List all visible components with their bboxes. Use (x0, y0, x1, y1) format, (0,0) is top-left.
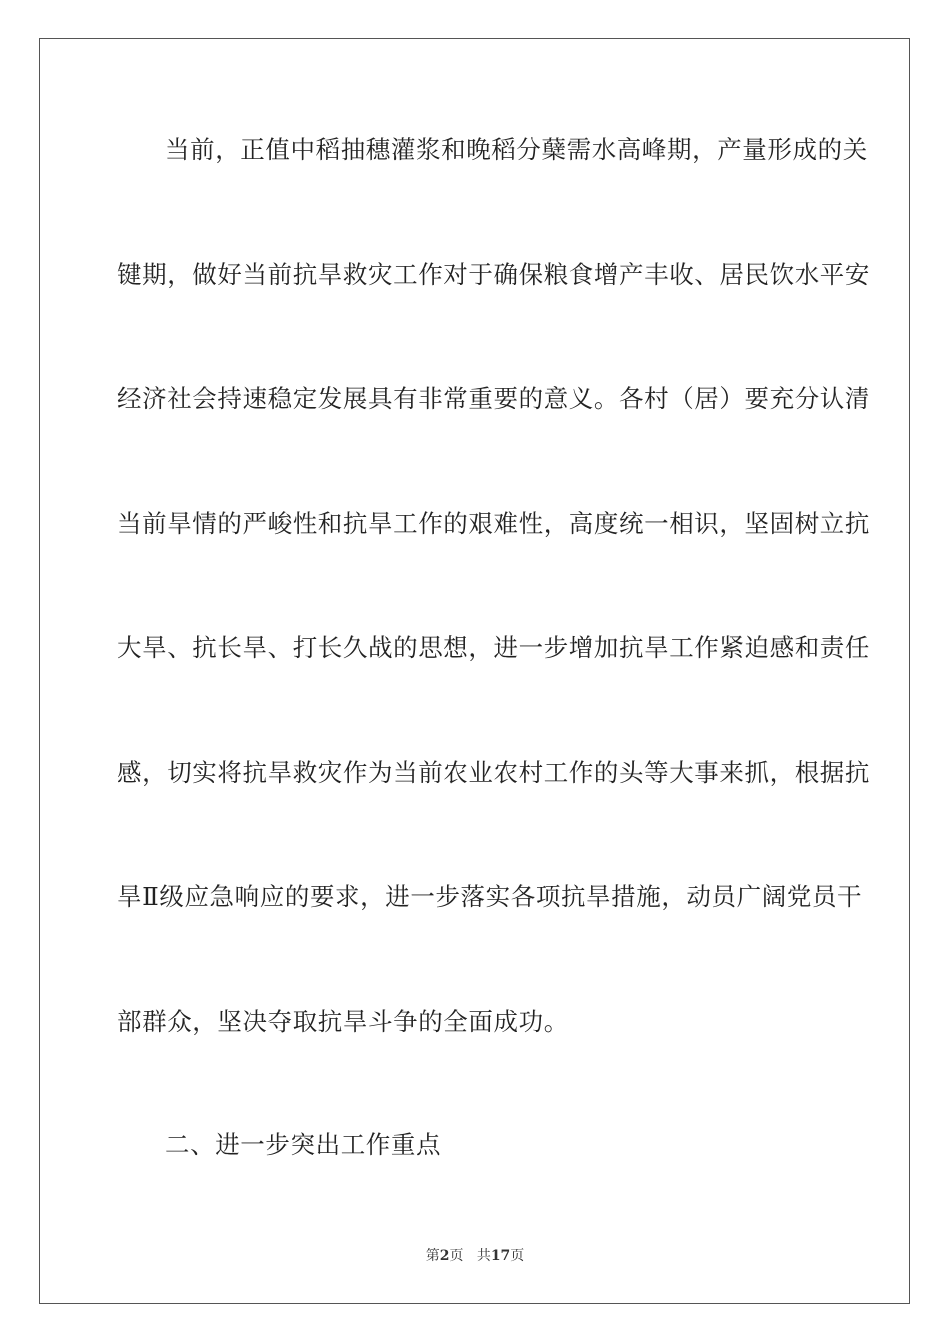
paragraph-line-last: 部群众，坚决夺取抗旱斗争的全面成功。 (117, 1007, 569, 1036)
paragraph-line: 当前，正值中稻抽穗灌浆和晚稻分蘖需水高峰期，产量形成的关 (165, 135, 868, 164)
paragraph-line: 旱Ⅱ级应急响应的要求，进一步落实各项抗旱措施，动员广阔党员干 (117, 882, 863, 911)
footer-page-number: 2 (439, 1248, 450, 1264)
paragraph-line: 经济社会持速稳定发展具有非常重要的意义。各村（居）要充分认清 (117, 384, 870, 413)
paragraph-line: 大旱、抗长旱、打长久战的思想，进一步增加抗旱工作紧迫感和责任 (117, 633, 870, 662)
page-footer (0, 1247, 950, 1265)
paragraph-line: 键期，做好当前抗旱救灾工作对于确保粮食增产丰收、居民饮水平安 (117, 260, 870, 289)
footer-total-prefix: 共 (476, 1248, 491, 1264)
section-heading: 二、进一步突出工作重点 (165, 1130, 442, 1159)
paragraph-line: 感，切实将抗旱救灾作为当前农业农村工作的头等大事来抓，根据抗 (117, 758, 870, 787)
footer-page-prefix: 第 (425, 1248, 440, 1264)
footer-total-pages: 17 (490, 1248, 511, 1264)
paragraph-line: 当前旱情的严峻性和抗旱工作的艰难性，高度统一相识，坚固树立抗 (117, 509, 870, 538)
footer-page-suffix: 页 (449, 1248, 464, 1264)
footer-total-suffix: 页 (510, 1248, 525, 1264)
page-border (39, 38, 910, 1304)
